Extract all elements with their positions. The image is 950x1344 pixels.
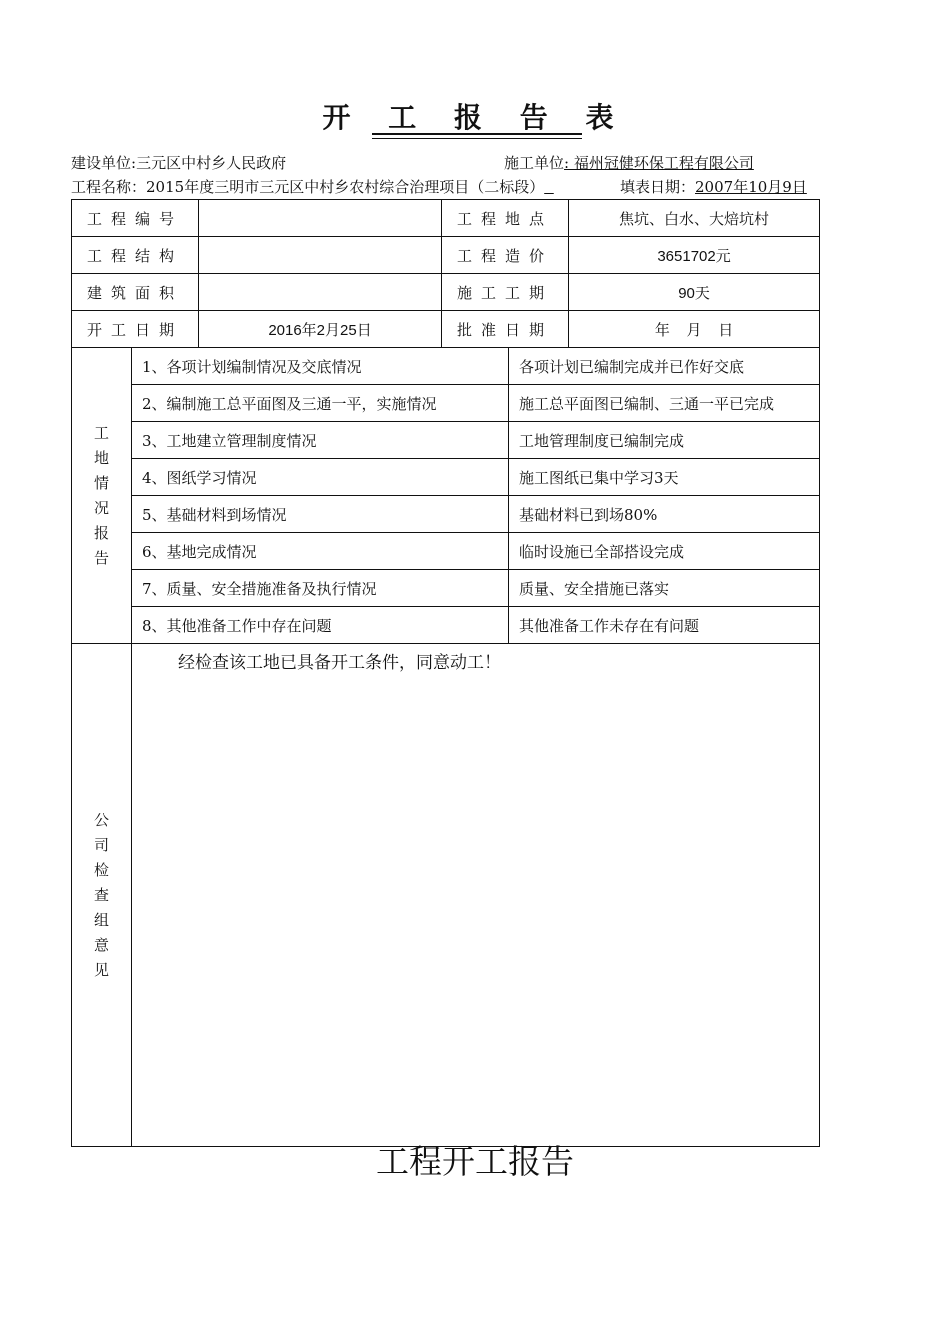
info-row — [72, 200, 820, 237]
fill-date-label: 填表日期： — [620, 178, 696, 196]
info-value[interactable]: 年 月 日 — [569, 311, 820, 348]
project-name — [71, 177, 554, 197]
contractor-label: 施工单位 — [504, 154, 565, 172]
project-value: 2015年度三明市三元区中村乡农村综合治理项目（二标段） — [146, 178, 545, 196]
site-row — [72, 348, 820, 385]
info-value[interactable]: 90天 — [569, 274, 820, 311]
footer-title: 工程开工报告 — [376, 1142, 574, 1181]
site-row — [72, 385, 820, 422]
info-value[interactable]: 2016年2月25日 — [199, 311, 442, 348]
project-underline-gap — [544, 178, 554, 196]
info-row — [72, 274, 820, 311]
opinion-row — [72, 644, 820, 1147]
report-form-table — [71, 199, 820, 1147]
site-status[interactable]: 施工图纸已集中学习3天 — [509, 459, 820, 496]
site-item: 4、图纸学习情况 — [132, 459, 509, 496]
info-value[interactable] — [199, 237, 442, 274]
contractor-value: : 福州冠健环保工程有限公司 — [564, 154, 754, 172]
opinion-section-label: 公 司 检 查 组 意 见 — [72, 644, 132, 1147]
site-item: 8、其他准备工作中存在问题 — [132, 607, 509, 644]
builder-unit — [71, 153, 286, 173]
site-row — [72, 496, 820, 533]
info-value[interactable]: 3651702元 — [569, 237, 820, 274]
site-status[interactable]: 各项计划已编制完成并已作好交底 — [509, 348, 820, 385]
info-label: 工程编号 — [72, 200, 199, 237]
site-status[interactable]: 施工总平面图已编制、三通一平已完成 — [509, 385, 820, 422]
site-row — [72, 607, 820, 644]
site-status[interactable]: 其他准备工作未存在有问题 — [509, 607, 820, 644]
site-status[interactable]: 基础材料已到场80% — [509, 496, 820, 533]
site-item: 1、各项计划编制情况及交底情况 — [132, 348, 509, 385]
project-label: 工程名称： — [71, 178, 147, 196]
site-row — [72, 459, 820, 496]
title-underline — [372, 133, 582, 135]
info-label: 施工工期 — [442, 274, 569, 311]
site-row — [72, 422, 820, 459]
site-item: 2、编制施工总平面图及三通一平，实施情况 — [132, 385, 509, 422]
title-underline-thin — [372, 138, 582, 139]
info-label: 工程地点 — [442, 200, 569, 237]
contractor-unit — [504, 153, 754, 173]
info-value[interactable] — [199, 274, 442, 311]
info-label: 工程造价 — [442, 237, 569, 274]
site-item: 7、质量、安全措施准备及执行情况 — [132, 570, 509, 607]
site-row — [72, 570, 820, 607]
site-status[interactable]: 工地管理制度已编制完成 — [509, 422, 820, 459]
info-label: 批准日期 — [442, 311, 569, 348]
site-status[interactable]: 质量、安全措施已落实 — [509, 570, 820, 607]
builder-label: 建设单位: — [71, 154, 137, 172]
info-label: 工程结构 — [72, 237, 199, 274]
site-section-label: 工 地 情 况 报 告 — [72, 348, 132, 644]
site-row — [72, 533, 820, 570]
site-item: 3、工地建立管理制度情况 — [132, 422, 509, 459]
fill-date — [620, 177, 807, 197]
fill-date-value: 2007年10月9日 — [695, 178, 807, 196]
builder-value: 三元区中村乡人民政府 — [136, 154, 287, 172]
info-label: 开工日期 — [72, 311, 199, 348]
info-value[interactable]: 焦坑、白水、大焙坑村 — [569, 200, 820, 237]
info-label: 建筑面积 — [72, 274, 199, 311]
opinion-text[interactable]: 经检查该工地已具备开工条件，同意动工！ — [132, 644, 820, 1147]
info-row — [72, 311, 820, 348]
site-status[interactable]: 临时设施已全部搭设完成 — [509, 533, 820, 570]
page-title: 开 工 报 告 表 — [322, 101, 628, 134]
info-value[interactable] — [199, 200, 442, 237]
info-row — [72, 237, 820, 274]
site-item: 6、基地完成情况 — [132, 533, 509, 570]
site-item: 5、基础材料到场情况 — [132, 496, 509, 533]
